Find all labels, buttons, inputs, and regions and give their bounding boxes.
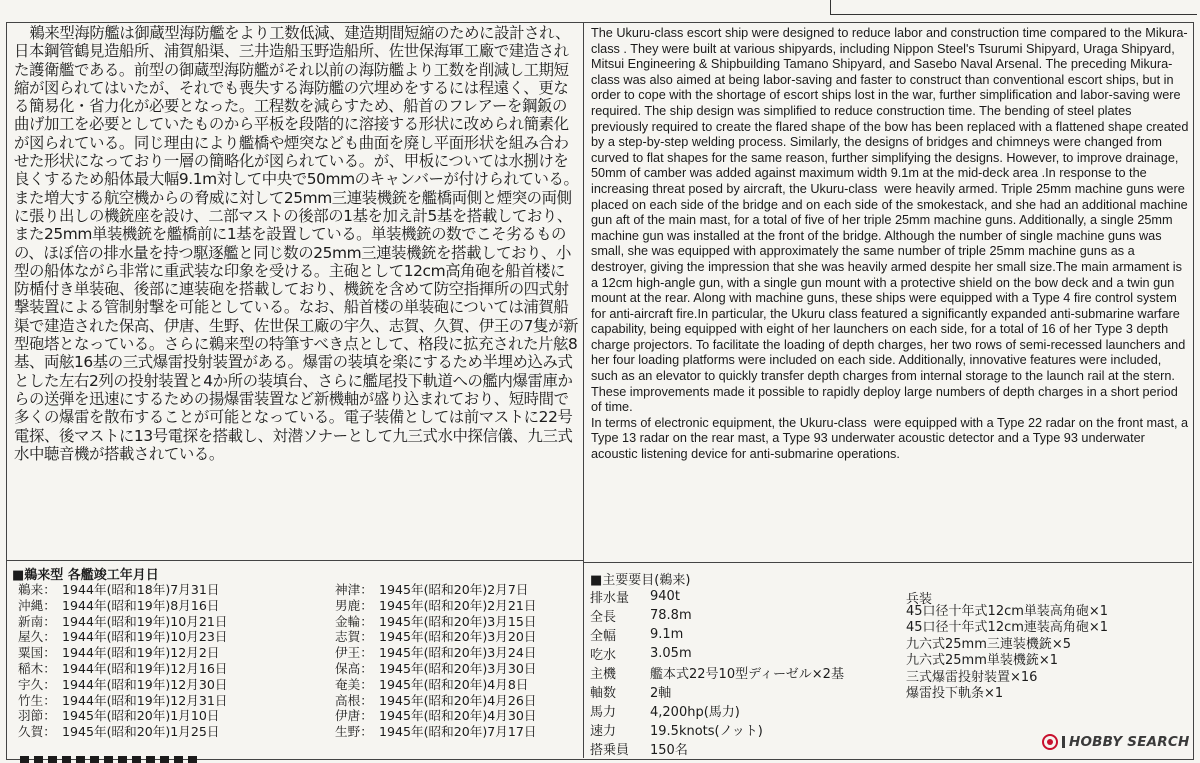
ship-name: 羽節：	[18, 708, 56, 724]
ship-name: 粟国：	[18, 645, 56, 661]
hobby-search-logo-icon	[1042, 734, 1058, 750]
completion-date-row	[18, 645, 228, 661]
spec-row	[590, 663, 862, 682]
column-divider	[583, 22, 584, 758]
logo-bar-icon	[1062, 736, 1065, 748]
spec-value: 19.5knots(ノット)	[650, 724, 763, 739]
ship-name: 鵜来：	[18, 582, 56, 597]
watermark-text: HOBBY SEARCH	[1069, 734, 1190, 750]
spec-row	[590, 587, 862, 606]
ship-name: 神津：	[335, 582, 373, 597]
completion-date-row	[18, 724, 228, 740]
completion-date-row	[335, 598, 537, 614]
armament-item: 45口径十年式12cm連装高角砲×1	[906, 620, 1109, 636]
completion-date-row	[335, 677, 537, 693]
spec-key: 全長	[590, 610, 617, 625]
specs-title: ■主要要目(鵜来)	[590, 573, 691, 588]
completion-date: 1945年(昭和20年)3月15日	[379, 613, 537, 629]
spec-value: 艦本式22号10型ディーゼル×2基	[650, 667, 844, 682]
spec-row	[590, 606, 862, 625]
ship-name: 屋久：	[18, 629, 56, 645]
ship-name: 宇久：	[18, 676, 56, 692]
ship-name: 伊王：	[335, 645, 373, 661]
spec-row	[590, 701, 862, 720]
spec-key: 速力	[590, 724, 617, 739]
ship-name: 保高：	[335, 660, 373, 676]
completion-date-row	[335, 645, 537, 661]
hobby-search-watermark	[1042, 734, 1190, 750]
completion-dates-col1	[18, 582, 228, 740]
ship-name: 久賀：	[18, 724, 56, 740]
completion-date: 1945年(昭和20年)1月10日	[62, 708, 220, 724]
spec-value: 9.1m	[650, 627, 684, 642]
completion-date: 1945年(昭和20年)3月20日	[379, 629, 537, 645]
ship-name: 伊唐：	[335, 708, 373, 724]
completion-date-row	[18, 614, 228, 630]
specs-table	[590, 587, 862, 758]
english-description: The Ukuru-class escort ship were designed to reduce labor and construction time compared to the Mikura-class . They were built at various shipyards, including Nippon Steel's Tsurumi Shipyard, Uraga Shipyard, Mitsui Engineering & Shipbuilding Tamano Shipyard, and Sasebo Naval Arsenal. The preceding Mikura-class was also aimed at being labor-saving and faster to construct than conventional escort ships, but in order to cope with the shortage of escort ships lost in the war, further simplification and labor-saving were required. The ship design was simplified to reduce construction time. The bending of steel plates previously required to create the flared shape of the bow has been replaced with a flattened shape created by a step-by-step welding process. Similarly, the designs of bridges and chimneys were changed from curved to flat shapes for the same reason, further simplifying the designs. However, to improve drainage, 50mm of camber was added against maximum width 9.1m at the mid-deck area .In response to the increasing threat posed by aircraft, the Ukuru-class were heavily armed. Triple 25mm machine guns were placed on each side of the bridge and on each side of the smokestack, and she had an additional machine gun aft of the main mast, for a total of five of her triple 25mm machine guns. Additionally, a single 25mm machine gun was installed at the front of the bridge. Although the number of single machine guns was small, she was equipped with approximately the same number of triple 25mm machine guns as a destroyer, giving the impression that she was heavily armed despite her small size.The main armament is a 12cm high-angle gun, with a single gun mount with a protective shield on the bow deck and a twin gun mount at the rear. Along with machine guns, these ships were equipped with a Type 4 fire control system for anti-aircraft fire.In particular, the Ukuru class featured a significantly expanded anti-submarine warfare capability, being equipped with eight of her launchers on each side, for a total of 16 of her Type 3 depth charge projectors. To facilitate the loading of depth charges, her two rows of semi-recessed launchers and her four loading platforms were included on each side. Additionally, innovative features were included, such as an elevator to quickly transfer depth charges from internal storage to the launch rail at the stern. These improvements made it possible to rapidly deploy large numbers of depth charges in a short period of time. In terms of electronic equipment, the Ukuru-class were equipped with a Type 22 radar on the front mast, a Type 13 radar on the rear mast, a Type 93 underwater acoustic detector and a Type 93 underwater acoustic listening device for anti-submarine operations.	[591, 26, 1189, 462]
completion-date-row	[335, 629, 537, 645]
completion-date-row	[335, 693, 537, 709]
armament-item: 45口径十年式12cm単装高角砲×1	[906, 604, 1109, 619]
ship-name: 金輪：	[335, 613, 373, 629]
completion-date: 1945年(昭和20年)1月25日	[62, 724, 220, 740]
completion-date: 1945年(昭和20年)2月21日	[379, 597, 537, 613]
ship-name: 竹生：	[18, 692, 56, 708]
ship-name: 志賀：	[335, 629, 373, 645]
completion-date-row	[335, 724, 537, 740]
completion-date-row	[18, 708, 228, 724]
completion-date-row	[335, 614, 537, 630]
spec-value: 78.8m	[650, 608, 692, 623]
armament-list	[906, 604, 1108, 702]
armament-item: 九六式25mm三連装機銃×5	[906, 636, 1072, 652]
completion-date: 1944年(昭和19年)10月21日	[62, 613, 228, 629]
completion-date: 1944年(昭和19年)12月16日	[62, 660, 228, 676]
completion-date-row	[18, 661, 228, 677]
cropped-next-line	[20, 756, 200, 763]
ship-name: 高根：	[335, 692, 373, 708]
completion-date-row	[335, 708, 537, 724]
completion-date: 1944年(昭和19年)10月23日	[62, 629, 228, 645]
armament-item: 九六式25mm単装機銃×1	[906, 653, 1059, 669]
completion-date-row	[18, 582, 228, 598]
armament-item: 爆雷投下軌条×1	[906, 686, 1004, 702]
spec-key: 吃水	[590, 648, 617, 663]
spec-key: 全幅	[590, 629, 617, 644]
top-edge-strip	[830, 0, 1197, 15]
completion-date-row	[335, 661, 537, 677]
completion-date: 1945年(昭和20年)3月24日	[379, 645, 537, 661]
right-section-divider	[584, 562, 1192, 563]
completion-date: 1945年(昭和20年)7月17日	[379, 724, 537, 740]
ship-name: 奄美：	[335, 676, 373, 692]
completion-date-row	[18, 677, 228, 693]
completion-date: 1944年(昭和18年)7月31日	[62, 582, 220, 597]
armament-title: 兵装	[906, 592, 933, 607]
spec-row	[590, 739, 862, 758]
spec-value: 940t	[650, 589, 680, 604]
ship-name: 新南：	[18, 613, 56, 629]
spec-key: 排水量	[590, 591, 630, 606]
spec-row	[590, 625, 862, 644]
completion-date: 1944年(昭和19年)8月16日	[62, 597, 220, 613]
spec-value: 150名	[650, 743, 688, 758]
completion-date: 1945年(昭和20年)4月26日	[379, 692, 537, 708]
completion-date-row	[18, 693, 228, 709]
completion-date: 1945年(昭和20年)3月30日	[379, 660, 537, 676]
spec-key: 主機	[590, 667, 617, 682]
japanese-description: 鵜来型海防艦は御蔵型海防艦をより工数低減、建造期間短縮のために設計され、日本鋼管鶴見造船所、浦賀船渠、三井造船玉野造船所、佐世保海軍工廠で建造された護衛艦である。前型の御蔵型海防艦がそれ以前の海防艦より工数を削減し工期短縮が図られてはいたが、それでも喪失する海防艦の穴埋めをするには程遠く、更なる簡易化・省力化が必要となった。工程数を減らすため、船首のフレアーを鋼鈑の曲げ加工を必要としていたものから平板を段階的に溶接する形状に改められ簡素化が図られている。同じ理由により艦橋や煙突なども曲面を廃し平面形状を組み合わせた形状になっており一層の簡略化が図られている。が、甲板については水捌けを良くするため船体最大幅9.1m対して中央で50mmのキャンバーが付けられている。また増大する航空機からの脅威に対して25mm三連装機銃を艦橋両側と煙突の両側に張り出しの機銃座を設け、二部マストの後部の1基を加え計5基を搭載しており、また25mm単装機銃を艦橋前に1基を設置している。単装機銃の数でこそ劣るものの、ほぼ倍の排水量を持つ駆逐艦と同じ数の25mm三連装機銃を搭載しており、小型の船体ながら非常に重武装な印象を受ける。主砲として12cm高角砲を船首楼に防楯付き単装砲、後部に連装砲を搭載しており、機銃を含めて防空指揮所の四式射撃装置による管制射撃を可能としている。なお、船首楼の単装砲については浦賀船渠で建造された保高、伊唐、生野、佐世保工廠の宇久、志賀、久賀、伊王の7隻が新型砲塔となっている。さらに鵜来型の特筆すべき点として、格段に拡充された片舷8基、両舷16基の三式爆雷投射装置がある。爆雷の装填を楽にするため半埋め込み式とした左右2列の投射装置と4か所の装填台、さらに艦尾投下軌道への艦内爆雷庫からの送弾を迅速にするための揚爆雷装置など新機軸が盛り込まれており、短時間で多くの爆雷を散布することが可能となっている。電子装備としては前マストに22号電探、後マストに13号電探を搭載し、対潜ソナーとして九三式水中探信儀、九三式水中聴音機が搭載されている。	[14, 24, 579, 463]
completion-date: 1945年(昭和20年)4月8日	[379, 676, 529, 692]
ship-name: 生野：	[335, 724, 373, 740]
completion-date: 1945年(昭和20年)2月7日	[379, 582, 529, 597]
ship-name: 稲木：	[18, 660, 56, 676]
spec-value: 2軸	[650, 686, 672, 701]
spec-key: 馬力	[590, 705, 617, 720]
spec-key: 搭乗員	[590, 743, 630, 758]
completion-date: 1944年(昭和19年)12月2日	[62, 645, 220, 661]
completion-date-row	[18, 629, 228, 645]
spec-value: 4,200hp(馬力)	[650, 705, 740, 720]
completion-date: 1944年(昭和19年)12月31日	[62, 692, 228, 708]
spec-value: 3.05m	[650, 646, 692, 661]
spec-row	[590, 644, 862, 663]
completion-date-row	[18, 598, 228, 614]
spec-row	[590, 682, 862, 701]
completion-dates-col2	[335, 582, 537, 740]
completion-date: 1945年(昭和20年)4月30日	[379, 708, 537, 724]
completion-date-row	[335, 582, 537, 598]
completion-date: 1944年(昭和19年)12月30日	[62, 676, 228, 692]
ship-name: 男鹿：	[335, 597, 373, 613]
armament-item: 三式爆雷投射装置×16	[906, 669, 1038, 685]
spec-row	[590, 720, 862, 739]
spec-key: 軸数	[590, 686, 617, 701]
left-section-divider	[6, 560, 584, 561]
ship-name: 沖縄：	[18, 597, 56, 613]
completion-dates-title: ■鵜来型 各艦竣工年月日	[12, 568, 159, 583]
